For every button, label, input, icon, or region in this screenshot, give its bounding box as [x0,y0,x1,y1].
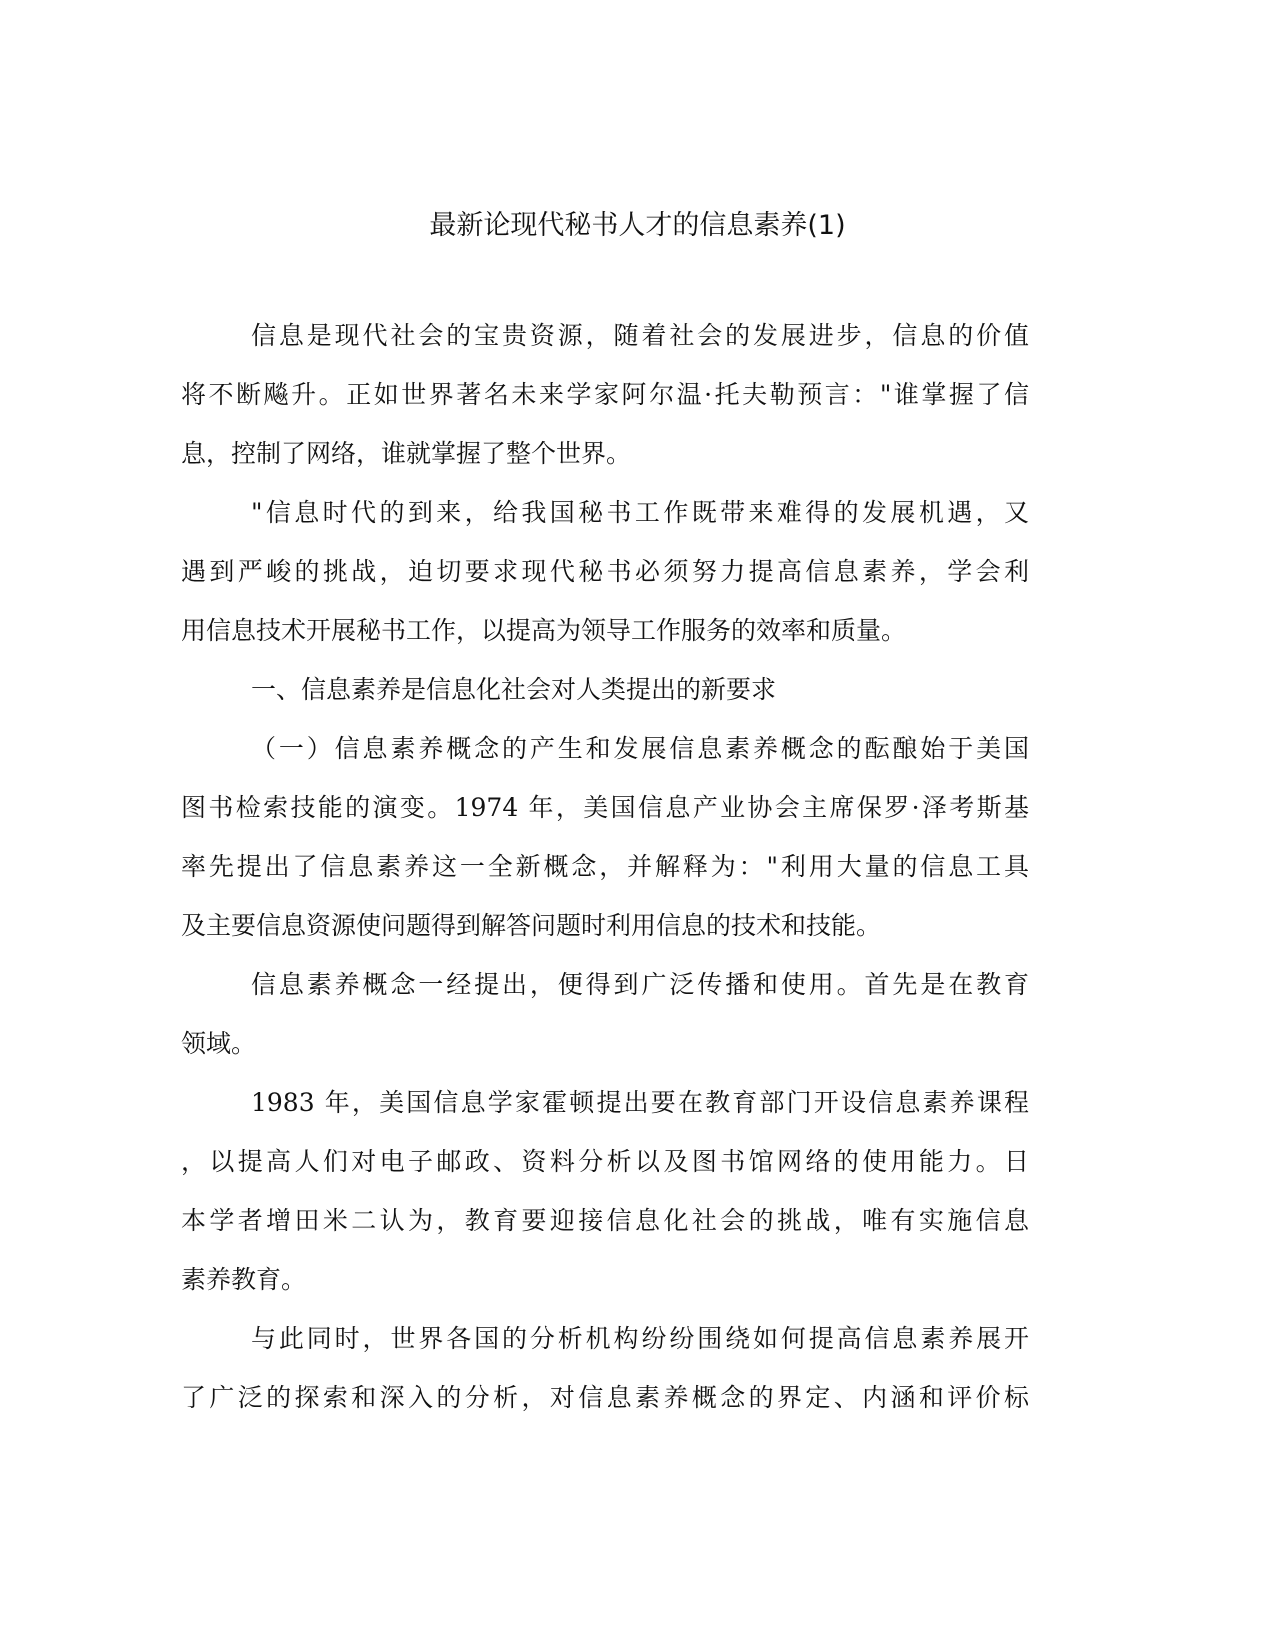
paragraph-line: 领域。 [181,1029,257,1058]
paragraph-line: 1983 年，美国信息学家霍顿提出要在教育部门开设信息素养课程 [251,1088,1029,1117]
paragraph-line: 遇到严峻的挑战，迫切要求现代秘书必须努力提高信息素养，学会利 [181,557,1029,586]
paragraph-line: 了广泛的探索和深入的分析，对信息素养概念的界定、内涵和评价标 [181,1383,1029,1412]
paragraph-line: 与此同时，世界各国的分析机构纷纷围绕如何提高信息素养展开 [251,1324,1029,1353]
paragraph-line: 信息是现代社会的宝贵资源，随着社会的发展进步，信息的价值 [251,321,1029,350]
paragraph-line: "信息时代的到来，给我国秘书工作既带来难得的发展机遇，又 [251,498,1029,527]
paragraph-line: ，以提高人们对电子邮政、资料分析以及图书馆网络的使用能力。日 [181,1147,1029,1176]
paragraph-line: （一）信息素养概念的产生和发展信息素养概念的酝酿始于美国 [251,734,1029,763]
paragraph-line: 及主要信息资源使问题得到解答问题时利用信息的技术和技能。 [181,911,882,940]
paragraph-line: 本学者增田米二认为，教育要迎接信息化社会的挑战，唯有实施信息 [181,1206,1029,1235]
paragraph-line: 一、信息素养是信息化社会对人类提出的新要求 [251,675,777,704]
paragraph-line: 率先提出了信息素养这一全新概念，并解释为："利用大量的信息工具 [181,852,1029,881]
paragraph-line: 图书检索技能的演变。1974 年，美国信息产业协会主席保罗·泽考斯基 [181,793,1029,822]
paragraph-line: 信息素养概念一经提出，便得到广泛传播和使用。首先是在教育 [251,970,1029,999]
document-title: 最新论现代秘书人才的信息素养(1) [429,210,846,241]
paragraph-line: 素养教育。 [181,1265,307,1294]
paragraph-line: 息，控制了网络，谁就掌握了整个世界。 [181,439,632,468]
paragraph-line: 用信息技术开展秘书工作，以提高为领导工作服务的效率和质量。 [181,616,907,645]
document-body [181,318,1029,1439]
paragraph-line: 将不断飚升。正如世界著名未来学家阿尔温·托夫勒预言："谁掌握了信 [181,380,1029,409]
